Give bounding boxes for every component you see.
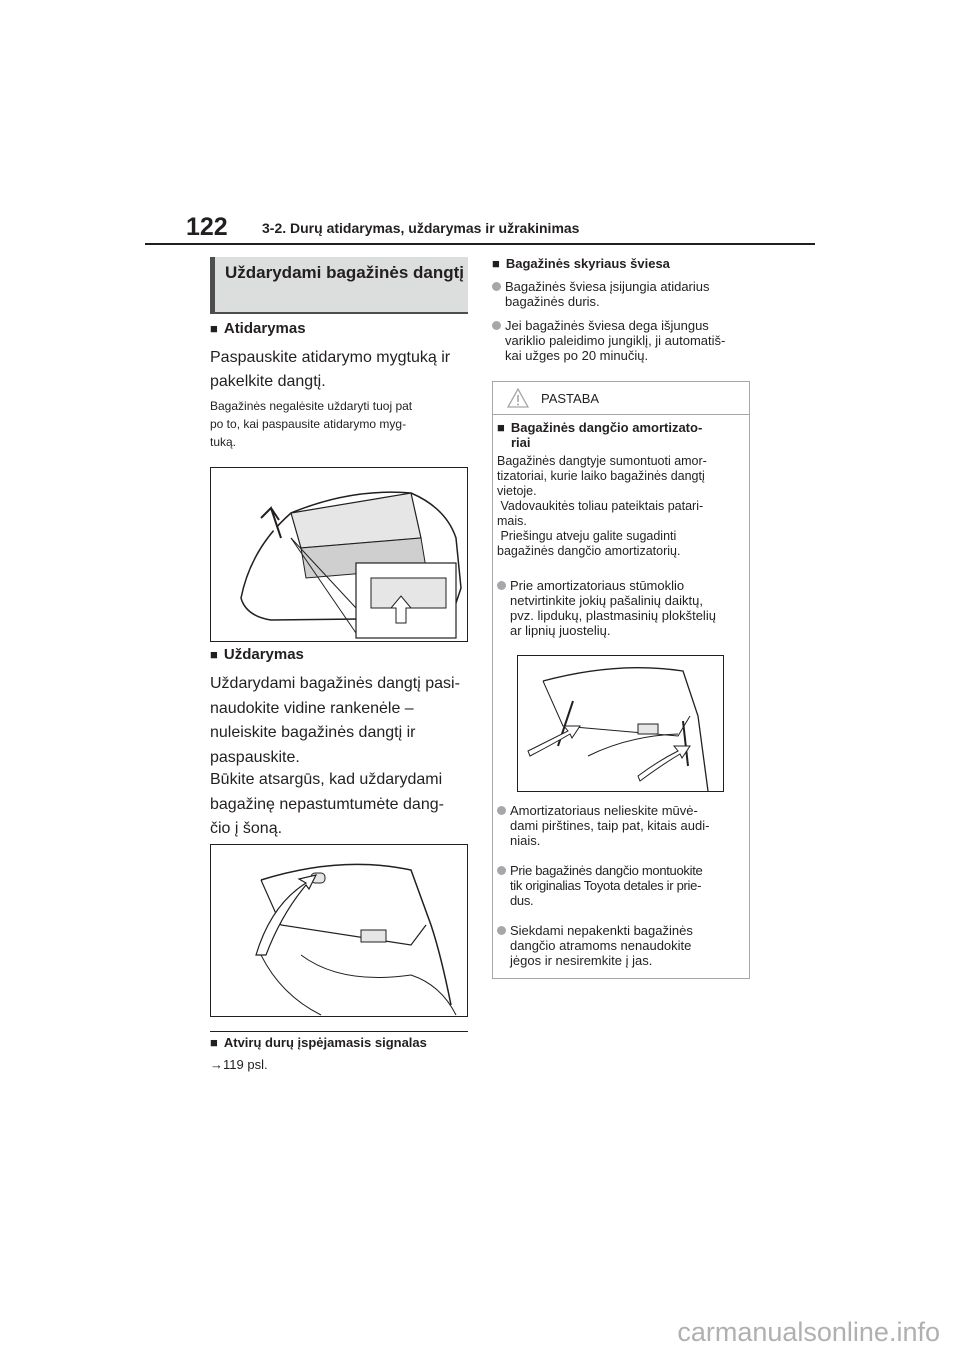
- square-bullet-icon: ■: [497, 420, 505, 435]
- line: Jei bagažinės šviesa dega išjungus: [505, 318, 709, 333]
- line: Amortizatoriaus nelieskite mūvė-: [510, 803, 698, 818]
- notice-item: [497, 803, 749, 851]
- section-title: 3-2. Durų atidarymas, uždarymas ir užrakinimas: [262, 220, 580, 236]
- opening-text: [210, 346, 472, 394]
- box-heading: [210, 257, 468, 313]
- notice-item: [497, 578, 749, 640]
- circle-bullet-icon: [497, 581, 506, 590]
- line: jėgos ir nesiremkite į jas.: [510, 953, 653, 968]
- circle-bullet-icon: [492, 321, 501, 330]
- light-item-text: [505, 279, 741, 309]
- light-item: [492, 279, 752, 313]
- arrow-icon: [638, 746, 690, 781]
- opening-note-line: Bagažinės negalėsite uždaryti tuoj pat: [210, 399, 413, 413]
- closing-heading: [210, 646, 304, 663]
- notice-title: PASTABA: [541, 391, 600, 406]
- circle-bullet-icon: [497, 926, 506, 935]
- notice-item-text: [510, 923, 746, 968]
- circle-bullet-icon: [497, 866, 506, 875]
- arrow-icon: [528, 726, 580, 756]
- line: Prie bagažinės dangčio montuokite: [510, 863, 703, 878]
- light-heading-text: Bagažinės skyriaus šviesa: [505, 256, 670, 271]
- notice-line: tizatoriai, kurie laiko bagažinės dangtį: [497, 469, 705, 483]
- figure-strut: [517, 655, 724, 792]
- opening-line: Paspauskite atidarymo mygtuką ir: [210, 349, 451, 366]
- circle-bullet-icon: [497, 806, 506, 815]
- figure-closing-trunk: [210, 844, 468, 1017]
- notice-item: [497, 863, 749, 911]
- square-bullet-icon: ■: [210, 647, 218, 662]
- notice-line: Priešingu atveju galite sugadinti: [497, 529, 677, 543]
- square-bullet-icon: ■: [492, 256, 500, 271]
- opening-heading-text: Atidarymas: [223, 320, 306, 337]
- closing-text: [210, 672, 472, 770]
- circle-bullet-icon: [492, 282, 501, 291]
- warning-heading: [210, 1035, 427, 1050]
- arrow-icon: [256, 875, 316, 955]
- line: Siekdami nepakenkti bagažinės: [510, 923, 693, 938]
- line: variklio paleidimo jungiklį, ji automatiš-: [505, 333, 726, 348]
- strut-illustration: [518, 656, 723, 791]
- square-bullet-icon: ■: [210, 1035, 218, 1050]
- notice-line: vietoje.: [497, 484, 537, 498]
- caution-line: Būkite atsargūs, kad uždarydami: [210, 771, 443, 788]
- notice-item: [497, 923, 749, 971]
- closing-line: paspauskite.: [210, 748, 300, 766]
- notice-line: mais.: [497, 514, 527, 528]
- opening-note-line: po to, kai paspausite atidarymo myg-: [210, 417, 407, 431]
- warning-reference-link[interactable]: →119 psl.: [210, 1057, 268, 1072]
- notice-item-text: [510, 863, 746, 908]
- line: dangčio atramoms nenaudokite: [510, 938, 692, 953]
- light-heading: [492, 256, 670, 271]
- warning-triangle-icon: [507, 388, 529, 413]
- notice-line: Bagažinės dangtyje sumontuoti amor-: [497, 454, 707, 468]
- notice-text: [497, 454, 747, 559]
- closing-line: Uždarydami bagažinės dangtį pasi-: [210, 675, 460, 692]
- trunk-closing-illustration: [211, 845, 467, 1016]
- line: Prie amortizatoriaus stūmoklio: [510, 578, 685, 593]
- caution-line: čio į šoną.: [210, 820, 283, 837]
- notice-heading-line: riai: [511, 435, 531, 450]
- box-heading-text: Uždarydami bagažinės dangtį: [225, 263, 464, 282]
- line: dus.: [510, 893, 534, 908]
- trunk-opening-illustration: [211, 468, 467, 641]
- line: dami pirštines, taip pat, kitais audi-: [510, 818, 710, 833]
- closing-line: naudokite vidine rankenėle –: [210, 699, 414, 717]
- header-rule: [145, 243, 815, 245]
- watermark: carmanualsonline.info: [677, 1317, 940, 1347]
- line: bagažinės duris.: [505, 294, 600, 309]
- opening-note-line: tuką.: [210, 435, 237, 449]
- opening-heading: [210, 320, 306, 337]
- page-number: 122: [186, 213, 228, 241]
- box-underline: [210, 312, 468, 314]
- closing-heading-text: Uždarymas: [223, 646, 304, 663]
- caution-text: [210, 768, 472, 842]
- square-bullet-icon: ■: [210, 321, 218, 336]
- caution-line: bagažinę nepastumtumėte dang-: [210, 795, 444, 813]
- notice-rule: [492, 414, 750, 415]
- notice-heading: [497, 420, 747, 450]
- closing-line: nuleiskite bagažinės dangtį ir: [210, 724, 416, 741]
- opening-note: [210, 397, 472, 451]
- notice-line: Vadovaukitės toliau pateiktais patari-: [497, 499, 704, 513]
- line: niais.: [510, 833, 541, 848]
- light-item-text: [505, 318, 741, 363]
- warning-heading-text: Atvirų durų įspėjamasis signalas: [223, 1035, 427, 1050]
- notice-item-text: [510, 578, 746, 638]
- figure-opening-trunk: [210, 467, 468, 642]
- notice-line: bagažinės dangčio amortizatorių.: [497, 544, 681, 558]
- light-item: [492, 318, 752, 366]
- divider: [210, 1031, 468, 1032]
- line: kai užges po 20 minučių.: [505, 348, 649, 363]
- notice-heading-line: Bagažinės dangčio amortizato-: [510, 420, 703, 435]
- line: ar lipnių juostelių.: [510, 623, 611, 638]
- opening-line: pakelkite dangtį.: [210, 373, 326, 390]
- line: pvz. lipdukų, plastmasinių plokštelių: [510, 608, 716, 623]
- line: Bagažinės šviesa įsijungia atidarius: [505, 279, 710, 294]
- notice-item-text: [510, 803, 746, 848]
- line: netvirtinkite jokių pašalinių daiktų,: [510, 593, 703, 608]
- line: tik originalias Toyota detales ir prie-: [510, 878, 702, 893]
